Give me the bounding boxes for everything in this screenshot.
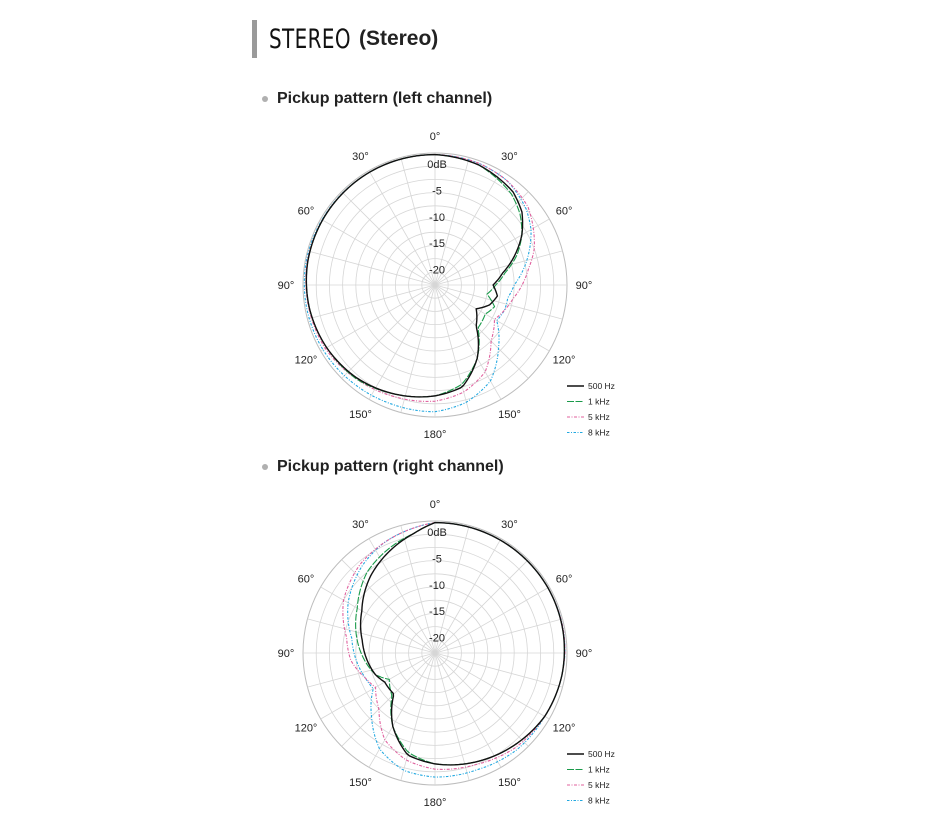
radial-label: -5 bbox=[432, 553, 442, 566]
angle-label: 0° bbox=[429, 131, 441, 143]
legend-label: 1 kHz bbox=[588, 764, 610, 775]
grid-spoke bbox=[435, 285, 549, 351]
radial-label: -5 bbox=[432, 185, 442, 198]
radial-label: -20 bbox=[429, 632, 445, 645]
legend-label: 8 kHz bbox=[588, 795, 610, 806]
angle-label: 120° bbox=[552, 354, 576, 367]
angle-label: 90° bbox=[575, 280, 593, 292]
radial-label: -10 bbox=[429, 579, 445, 592]
grid-spoke bbox=[321, 587, 435, 653]
section-title-left-text: Pickup pattern (left channel) bbox=[277, 90, 493, 107]
radial-label: -20 bbox=[429, 264, 445, 277]
angle-label: 120° bbox=[294, 722, 318, 735]
angle-label: 150° bbox=[498, 777, 521, 790]
angle-label: 90° bbox=[277, 280, 295, 292]
polar-chart-left bbox=[250, 128, 630, 458]
legend-label: 5 kHz bbox=[588, 412, 610, 422]
grid-spoke bbox=[435, 285, 563, 319]
angle-label: 150° bbox=[349, 777, 372, 790]
grid-spoke bbox=[307, 619, 435, 653]
legend-label: 5 kHz bbox=[588, 780, 610, 790]
chart-legend bbox=[567, 749, 615, 806]
grid-spoke bbox=[435, 587, 549, 653]
angle-label: 180° bbox=[423, 429, 447, 441]
angle-label: 120° bbox=[552, 722, 576, 735]
radial-label: -15 bbox=[429, 606, 445, 619]
radial-label: 0dB bbox=[427, 159, 447, 171]
grid-spoke bbox=[435, 653, 563, 687]
grid-spoke bbox=[435, 653, 549, 719]
radial-label: -15 bbox=[429, 238, 445, 251]
angle-label: 120° bbox=[294, 354, 318, 367]
grid-spoke bbox=[369, 171, 435, 285]
angle-label: 150° bbox=[498, 409, 521, 422]
legend-label: 500 Hz bbox=[588, 381, 615, 391]
legend-label: 8 kHz bbox=[588, 427, 610, 438]
series-line bbox=[343, 523, 565, 770]
angle-label: 60° bbox=[555, 573, 573, 586]
section-title-right-text: Pickup pattern (right channel) bbox=[277, 458, 504, 475]
angle-label: 90° bbox=[277, 648, 295, 660]
grid-spoke bbox=[369, 285, 435, 399]
angle-label: 30° bbox=[501, 518, 518, 531]
bullet-icon bbox=[262, 96, 268, 102]
chart-legend bbox=[567, 381, 615, 438]
section-title-right bbox=[262, 458, 504, 476]
grid-spoke bbox=[435, 653, 501, 767]
grid-spoke bbox=[321, 285, 435, 351]
grid-spoke bbox=[401, 285, 435, 413]
grid-spoke bbox=[435, 251, 563, 285]
grid-spoke bbox=[435, 653, 469, 781]
page-title: STEREO bbox=[269, 23, 351, 55]
angle-label: 30° bbox=[352, 518, 369, 531]
grid-spoke bbox=[369, 539, 435, 653]
grid-spoke bbox=[369, 653, 435, 767]
bullet-icon bbox=[262, 464, 268, 470]
grid-spoke bbox=[321, 653, 435, 719]
angle-label: 60° bbox=[297, 573, 315, 586]
angle-label: 0° bbox=[429, 499, 441, 511]
header-accent-bar bbox=[252, 20, 257, 58]
grid-spoke bbox=[435, 285, 469, 413]
legend-label: 500 Hz bbox=[588, 749, 615, 759]
polar-chart-right bbox=[250, 496, 630, 826]
grid-spoke bbox=[307, 251, 435, 285]
grid-spoke bbox=[435, 219, 549, 285]
legend-label: 1 kHz bbox=[588, 396, 610, 407]
grid-spoke bbox=[307, 285, 435, 319]
page-subtitle: (Stereo) bbox=[358, 27, 439, 50]
grid-spoke bbox=[321, 219, 435, 285]
angle-label: 60° bbox=[297, 205, 315, 218]
angle-label: 60° bbox=[555, 205, 573, 218]
radial-label: 0dB bbox=[427, 527, 447, 539]
grid-spoke bbox=[401, 653, 435, 781]
angle-label: 90° bbox=[575, 648, 593, 660]
angle-label: 180° bbox=[423, 797, 447, 809]
radial-label: -10 bbox=[429, 211, 445, 224]
section-title-left bbox=[262, 90, 492, 108]
angle-label: 30° bbox=[352, 150, 369, 163]
angle-label: 150° bbox=[349, 409, 372, 422]
page-header bbox=[252, 20, 438, 58]
angle-label: 30° bbox=[501, 150, 518, 163]
grid-spoke bbox=[435, 619, 563, 653]
